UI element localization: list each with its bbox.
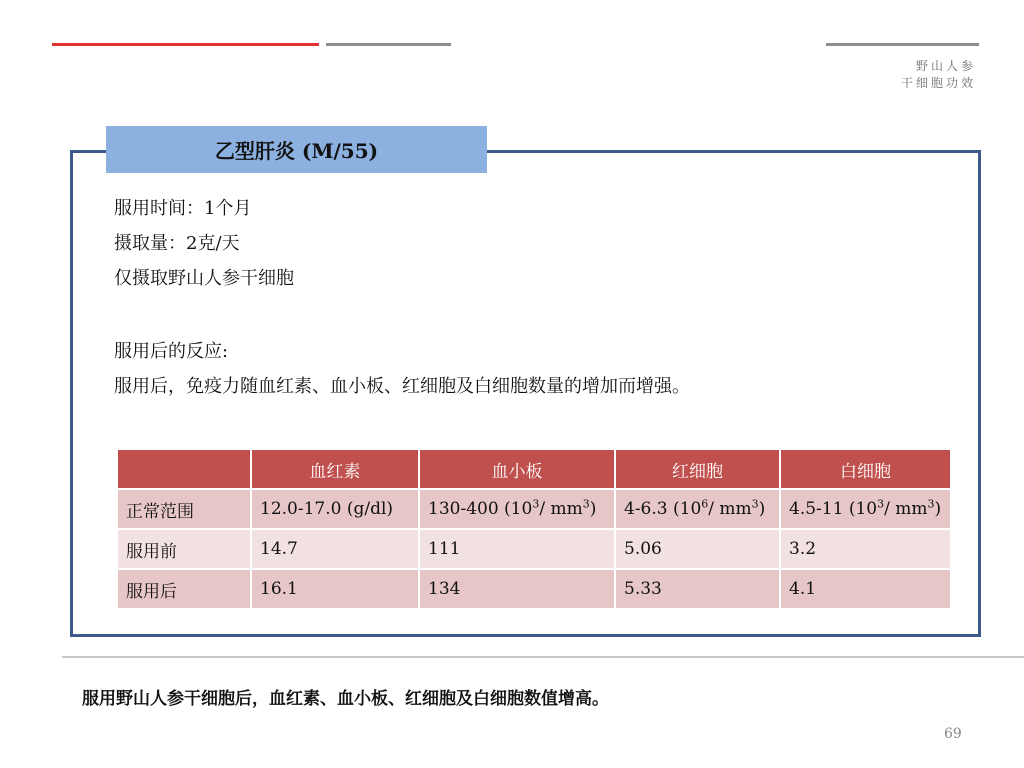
dosage-amount: 摄取量：2克/天	[114, 233, 240, 254]
blood-values-table	[116, 448, 952, 610]
cell-wbc: 4.5-11 ($10^3/$ $mm^3$)	[781, 490, 950, 528]
table-header-platelets: 血小板	[420, 450, 614, 488]
table-row	[118, 570, 950, 608]
table-row	[118, 530, 950, 568]
dosage-duration: 服用时间：1个月	[114, 198, 252, 219]
cell-wbc: 4.1	[781, 570, 950, 608]
table-header-row	[118, 450, 950, 488]
row-label: 正常范围	[118, 490, 250, 528]
cell-platelets: 111	[420, 530, 614, 568]
case-title-banner	[106, 126, 487, 173]
cell-rbc: 4-6.3 ($10^6/$ $mm^3$)	[616, 490, 779, 528]
footer-divider	[62, 656, 1024, 658]
table-header-empty	[118, 450, 250, 488]
cell-rbc: 5.33	[616, 570, 779, 608]
dosage-note: 仅摄取野山人参干细胞	[114, 268, 294, 289]
row-label: 服用后	[118, 570, 250, 608]
table-header-wbc: 白细胞	[781, 450, 950, 488]
cell-platelets: 130-400 ($10^3/$ $mm^3$)	[420, 490, 614, 528]
row-label: 服用前	[118, 530, 250, 568]
cell-hemoglobin: 16.1	[252, 570, 418, 608]
cell-wbc: 3.2	[781, 530, 950, 568]
cell-platelets: 134	[420, 570, 614, 608]
case-title: 乙型肝炎 (M/55)	[214, 139, 379, 163]
table-row	[118, 490, 950, 528]
reaction-text: 服用后，免疫力随血红素、血小板、红细胞及白细胞数量的增加而增强。	[114, 376, 690, 397]
section-title-line1: 野山人参	[915, 59, 976, 73]
table-header-hemoglobin: 血红素	[252, 450, 418, 488]
header-right-gray-line	[826, 43, 979, 46]
section-title-line2: 干细胞功效	[900, 76, 976, 90]
cell-hemoglobin: 12.0-17.0 (g/dl)	[252, 490, 418, 528]
cell-rbc: 5.06	[616, 530, 779, 568]
page-number: 69	[944, 726, 962, 742]
reaction-heading: 服用后的反应:	[114, 341, 229, 362]
table-header-rbc: 红细胞	[616, 450, 779, 488]
header-accent-gray-line	[326, 43, 451, 46]
conclusion-text: 服用野山人参干细胞后，血红素、血小板、红细胞及白细胞数值增高。	[82, 689, 609, 709]
cell-hemoglobin: 14.7	[252, 530, 418, 568]
header-accent-red-line	[52, 43, 319, 46]
